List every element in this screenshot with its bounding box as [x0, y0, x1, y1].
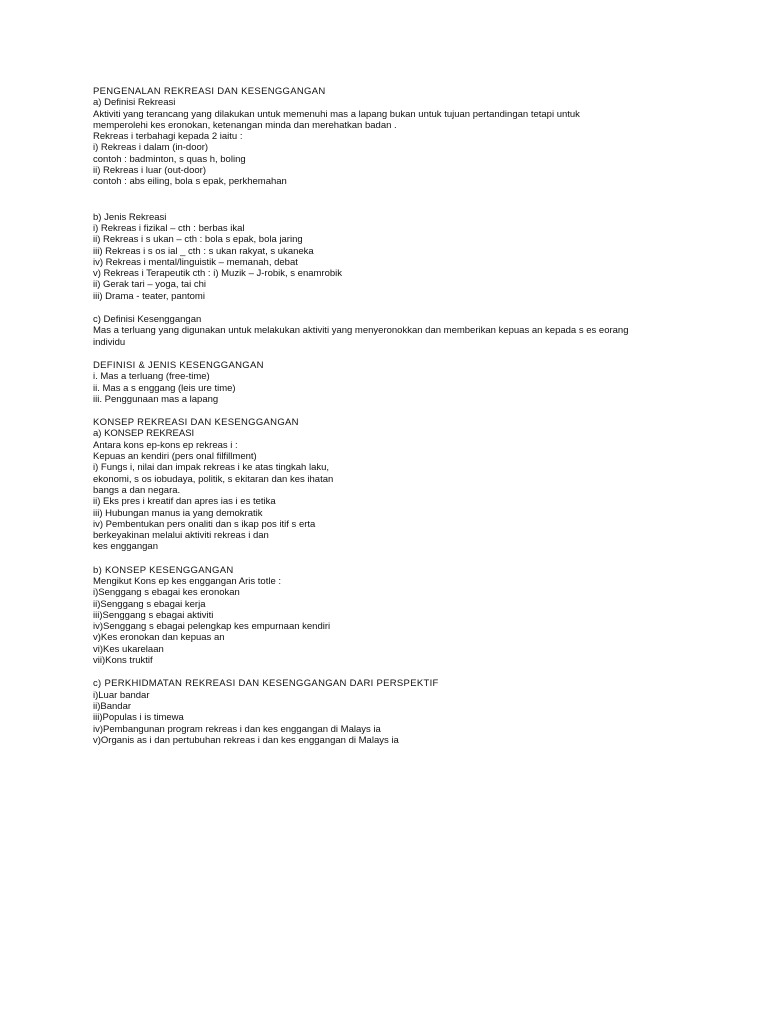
section-konsep-kesenggangan — [93, 565, 733, 667]
heading-konsep: KONSEP REKREASI DAN KESENGGANGAN — [93, 417, 299, 429]
list-item: iii. Penggunaan mas a lapang — [93, 393, 219, 405]
list-item: iv) Rekreas i mental/linguistik – memanah, debat — [93, 256, 298, 268]
list-item: iii)Populas i is timewa — [93, 712, 184, 724]
subheading-konsep-rekreasi: a) KONSEP REKREASI — [93, 428, 195, 440]
text-line: memperolehi kes eronokan, ketenangan minda dan merehatkan badan . — [93, 119, 397, 131]
list-item: iii) Drama - teater, pantomi — [93, 290, 205, 302]
text-line: Kepuas an kendiri (pers onal filfillment) — [93, 451, 257, 463]
subheading-konsep-kesenggangan: b) KONSEP KESENGGANGAN — [93, 564, 234, 576]
section-perkhidmatan — [93, 678, 733, 746]
list-item: iv)Pembangunan program rekreas i dan kes enggangan di Malays ia — [93, 723, 381, 735]
list-item: iv) Pembentukan pers onaliti dan s ikap pos itif s erta — [93, 518, 316, 530]
heading-pengenalan: PENGENALAN REKREASI DAN KESENGGANGAN — [93, 86, 326, 97]
list-item: ii) Gerak tari – yoga, tai chi — [93, 279, 206, 291]
section-definisi-jenis-kesenggangan — [93, 360, 733, 405]
text-line: contoh : badminton, s quas h, boling — [93, 153, 246, 165]
text-line: kes enggangan — [93, 541, 158, 553]
subheading-definisi-kesenggangan: c) Definisi Kesenggangan — [93, 314, 202, 326]
subheading-jenis-rekreasi: b) Jenis Rekreasi — [93, 211, 167, 223]
list-item: iii) Hubungan manus ia yang demokratik — [93, 507, 263, 519]
list-item: iii) Rekreas i s os ial _ cth : s ukan rakyat, s ukaneka — [93, 245, 314, 257]
heading-definisi-jenis: DEFINISI & JENIS KESENGGANGAN — [93, 359, 264, 371]
list-item: vi)Kes ukarelaan — [93, 643, 164, 655]
list-item: i) Fungs i, nilai dan impak rekreas i ke atas tingkah laku, — [93, 462, 330, 474]
list-item: vii)Kons truktif — [93, 655, 153, 667]
document-body — [93, 86, 733, 746]
text-line: Mengikut Kons ep kes enggangan Aris totle : — [93, 575, 282, 587]
section-definisi-kesenggangan — [93, 314, 733, 348]
text-line: Rekreas i terbahagi kepada 2 iaitu : — [93, 131, 243, 143]
text-line: Antara kons ep-kons ep rekreas i : — [93, 439, 238, 451]
list-item: i. Mas a terluang (free-time) — [93, 371, 210, 383]
text-line: individu — [93, 336, 126, 348]
text-line: bangs a dan negara. — [93, 484, 181, 496]
text-line: Mas a terluang yang digunakan untuk melakukan aktiviti yang menyeronokkan dan memberikan kepuas an kepada s es eorang — [93, 325, 629, 337]
text-line: contoh : abs eiling, bola s epak, perkhemahan — [93, 176, 287, 188]
list-item: v)Organis as i dan pertubuhan rekreas i dan kes enggangan di Malays ia — [93, 734, 399, 746]
list-item: ii) Rekreas i s ukan – cth : bola s epak, bola jaring — [93, 234, 303, 246]
list-item: iv)Senggang s ebagai pelengkap kes empurnaan kendiri — [93, 621, 331, 633]
section-jenis-rekreasi — [93, 212, 733, 302]
list-item: ii)Senggang s ebagai kerja — [93, 598, 206, 610]
text-line: berkeyakinan melalui aktiviti rekreas i dan — [93, 530, 269, 542]
list-item: ii. Mas a s enggang (leis ure time) — [93, 382, 236, 394]
list-item: v)Kes eronokan dan kepuas an — [93, 632, 225, 644]
list-item: ii)Bandar — [93, 700, 132, 712]
list-item: v) Rekreas i Terapeutik cth : i) Muzik – J-robik, s enamrobik — [93, 268, 343, 280]
list-item: iii)Senggang s ebagai aktiviti — [93, 609, 214, 621]
text-line: Aktiviti yang terancang yang dilakukan untuk memenuhi mas a lapang bukan untuk tujuan pertandingan tetapi untuk — [93, 108, 580, 120]
list-item: i)Luar bandar — [93, 689, 150, 701]
list-item: ii) Eks pres i kreatif dan apres ias i es tetika — [93, 496, 276, 508]
subheading-perkhidmatan: c) PERKHIDMATAN REKREASI DAN KESENGGANGAN DARI PERSPEKTIF — [93, 678, 439, 690]
list-item: i) Rekreas i fizikal – cth : berbas ikal — [93, 222, 245, 234]
section-pengenalan — [93, 86, 733, 188]
section-konsep-rekreasi — [93, 417, 733, 553]
list-item: i) Rekreas i dalam (in-door) — [93, 142, 209, 154]
list-item: i)Senggang s ebagai kes eronokan — [93, 587, 240, 599]
list-item: ii) Rekreas i luar (out-door) — [93, 165, 206, 177]
text-line: ekonomi, s os iobudaya, politik, s ekitaran dan kes ihatan — [93, 473, 334, 485]
subheading-definisi-rekreasi: a) Definisi Rekreasi — [93, 97, 176, 109]
